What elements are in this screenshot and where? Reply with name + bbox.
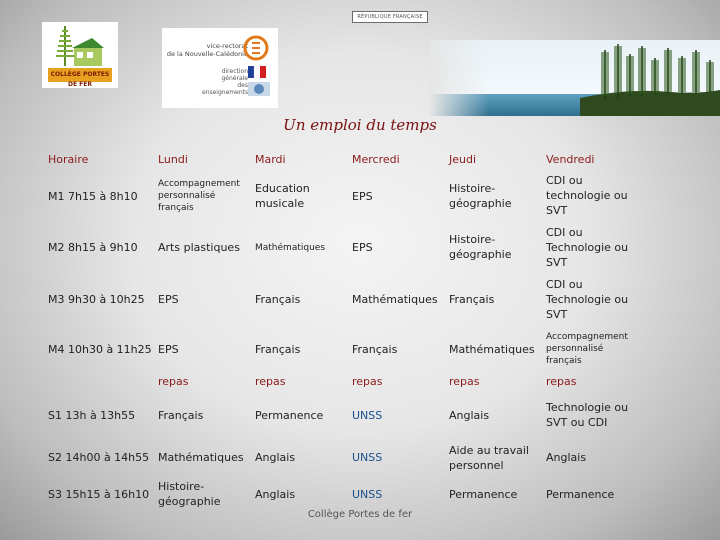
row-time: M4 10h30 à 11h25 [48,343,152,356]
row-time: S2 14h00 à 14h55 [48,451,150,464]
vice-rectorat-logo [162,28,278,108]
cell-thursday: repas [449,375,480,388]
republic-banner: RÉPUBLIQUE FRANÇAISE [352,11,428,23]
landscape-photo-graphic [430,40,720,116]
cell-thursday: Français [449,293,495,306]
row-time: S1 13h à 13h55 [48,409,136,422]
cell-monday: Mathématiques [158,451,244,464]
cell-monday: Français [158,409,204,422]
cell-friday: CDI ou Technologie ou SVT [546,226,629,269]
cell-tuesday: Anglais [255,488,296,501]
header-vendredi: Vendredi [546,153,595,166]
college-logo-text: COLLÈGE PORTES DE FER [50,71,110,88]
cell-friday: CDI ou Technologie ou SVT [546,278,629,321]
header-lundi: Lundi [158,153,188,166]
cell-friday: Anglais [546,451,587,464]
cell-friday: Technologie ou SVT ou CDI [546,401,629,429]
cell-friday: Permanence [546,488,615,501]
cell-thursday: Histoire-géographie [449,233,512,261]
cell-thursday: Permanence [449,488,518,501]
cell-thursday: Mathématiques [449,343,535,356]
cell-tuesday: Education musicale [255,182,310,210]
emblem-icon [242,28,278,108]
cell-monday: Accompagnement personnalisé français [158,179,240,213]
cell-wednesday: UNSS [352,409,383,422]
cell-thursday: Anglais [449,409,490,422]
vice-logo-line-2: de la Nouvelle-Calédonie [166,50,248,58]
vice-logo-line-5: des enseignements [202,82,249,96]
cell-wednesday: EPS [352,241,373,254]
cell-thursday: Histoire-géographie [449,182,512,210]
row-time: S3 15h15 à 16h10 [48,488,150,501]
vice-logo-line-1: vice-rectorat [206,42,248,50]
vice-logo-line-4: générale [221,75,248,82]
row-time: M2 8h15 à 9h10 [48,241,138,254]
cell-wednesday: UNSS [352,451,383,464]
cell-monday: EPS [158,293,179,306]
cell-monday: Arts plastiques [158,241,240,254]
row-time: M1 7h15 à 8h10 [48,190,138,203]
cell-wednesday: repas [352,375,383,388]
cell-friday: CDI ou technologie ou SVT [546,174,628,217]
vice-logo-line-3: direction [221,68,248,75]
cell-monday: Histoire-géographie [158,480,221,508]
header-horaire: Horaire [48,153,89,166]
cell-tuesday: Mathématiques [255,243,326,253]
footer-text: Collège Portes de fer [307,509,413,520]
cell-wednesday: EPS [352,190,373,203]
cell-monday: EPS [158,343,179,356]
cell-wednesday: UNSS [352,488,383,501]
cell-wednesday: Mathématiques [352,293,438,306]
page-title: Un emploi du temps [283,116,437,134]
cell-friday: Accompagnement personnalisé français [546,332,628,366]
cell-tuesday: Permanence [255,409,324,422]
row-time: M3 9h30 à 10h25 [48,293,145,306]
cell-tuesday: Français [255,293,301,306]
college-logo [42,22,118,88]
header-mercredi: Mercredi [352,153,400,166]
cell-friday: repas [546,375,577,388]
header-mardi: Mardi [255,153,286,166]
header-jeudi: Jeudi [449,153,477,166]
cell-thursday: Aide au travail personnel [449,444,529,472]
landscape-photo [430,40,720,116]
cell-wednesday: Français [352,343,398,356]
cell-tuesday: Français [255,343,301,356]
cell-tuesday: Anglais [255,451,296,464]
cell-monday: repas [158,375,189,388]
cell-tuesday: repas [255,375,286,388]
